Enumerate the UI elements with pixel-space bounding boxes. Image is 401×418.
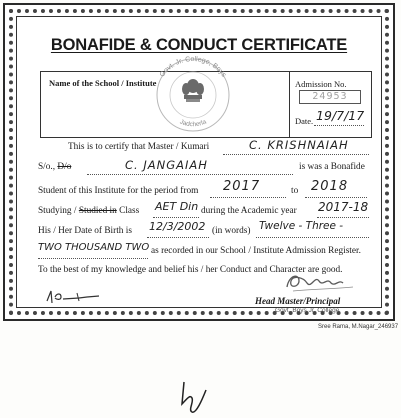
school-seal [143,45,243,133]
seal-top-text: Govt. Jr. College, Boys [158,55,228,79]
certificate-frame [3,3,395,321]
father-name-line [87,174,293,175]
printer-credit: Sree Rama, M.Nagar_246937 [318,324,399,330]
so-label [38,162,71,172]
so-text: S/o., [38,162,56,172]
period-text: Student of this Institute for the period from [38,186,199,196]
national-emblem-icon [182,79,204,102]
academic-year-text: during the Academic year [201,206,297,216]
class-value: AET Din [155,200,199,213]
principal-title: Head Master/Principal [255,296,341,306]
institute-box-divider [289,72,290,137]
class-line [153,217,199,218]
principal-signature [273,267,363,297]
register-text: as recorded in our School / Institute Admission Register. [151,246,361,256]
studied-text: Studied in [78,206,117,216]
college-stamp: Govt. Boys Jr. College [275,307,340,314]
certificate-title: BONAFIDE & CONDUCT CERTIFICATE [50,36,348,54]
admission-label: Admission No. [295,79,347,89]
do-text: D/o [57,162,72,172]
student-name: C. KRISHNAIAH [249,138,349,152]
bonafide-text: is was a Bonafide [299,162,365,172]
left-signature [43,287,103,307]
seal-inner-ring [170,72,216,118]
dob-words-part1: Twelve - Three - [259,220,344,232]
institute-box [40,71,372,138]
studying-label [38,206,139,216]
to-year: 2018 [311,179,349,194]
institute-label: Name of the School / Institute [49,78,157,88]
from-year: 2017 [223,179,261,194]
dob-line [147,237,209,238]
conduct-text: To the best of my knowledge and belief his / her Conduct and Character are good. [38,265,343,275]
studying-text: Studying / [38,206,77,216]
date-label: Date. [295,116,314,126]
seal-outer-ring [157,59,229,131]
dob-value: 12/3/2002 [149,220,206,233]
admission-number: 24953 [299,90,361,104]
date-dotted-line [314,125,364,126]
father-name: C. JANGAIAH [125,158,208,172]
bottom-initial-signature [170,370,230,418]
dob-text: His / Her Date of Birth is [38,226,132,236]
dob-words-line-1 [256,237,369,238]
certify-text: This is to certify that Master / Kumari [68,142,210,152]
class-text: Class [119,206,140,216]
in-words-label: (in words) [212,226,251,236]
student-name-line [223,154,369,155]
dob-words-part2: TWO THOUSAND TWO [38,242,150,253]
to-text: to [291,186,299,196]
dob-words-line-2 [38,258,148,259]
to-year-line [305,197,367,198]
academic-year: 2017-18 [318,200,369,214]
from-year-line [210,197,286,198]
academic-year-line [317,217,369,218]
date-value: 19/7/17 [316,108,365,123]
seal-bottom-text: Jadcherla [178,118,208,129]
